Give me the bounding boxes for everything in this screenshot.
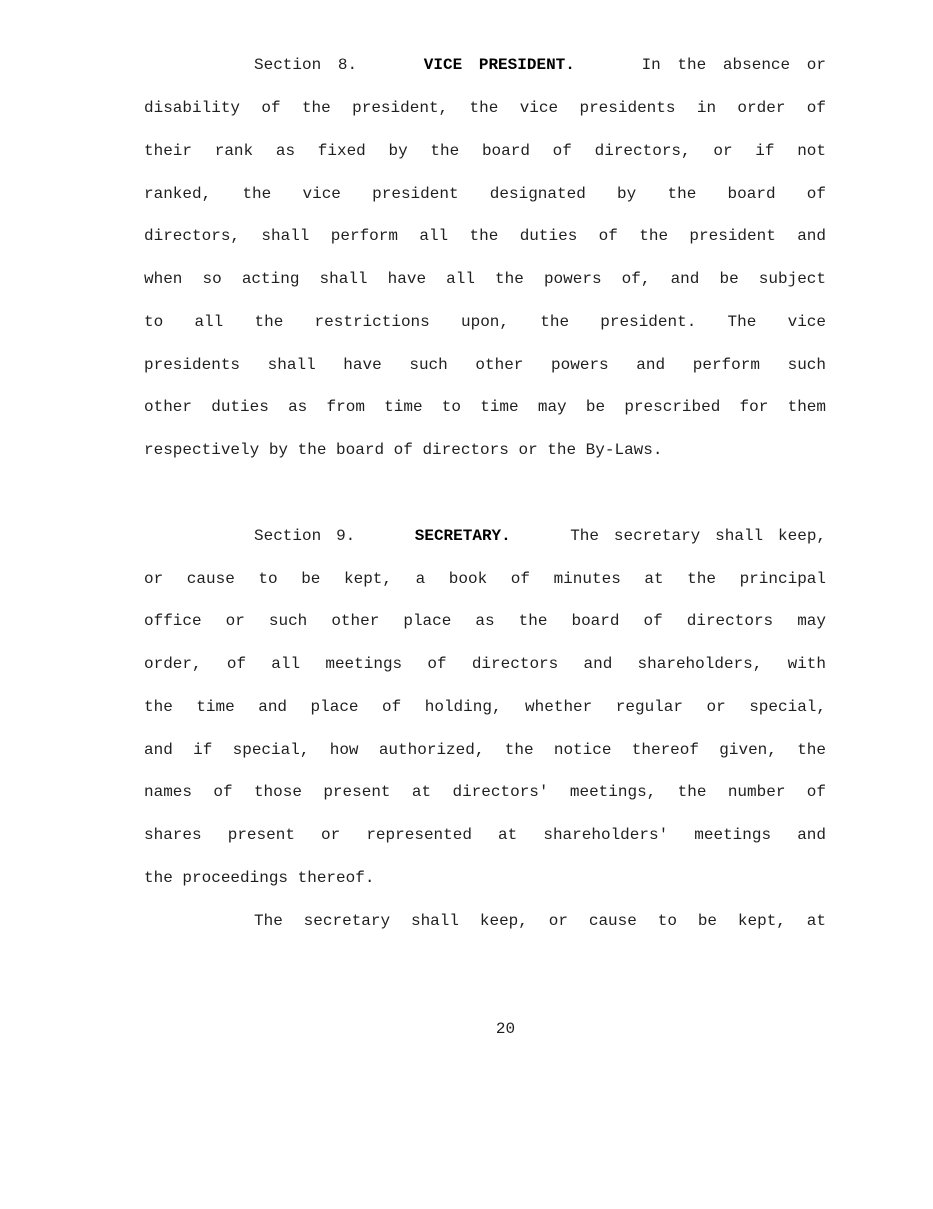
section-8-line: directors, shall perform all the duties of the president and	[144, 227, 826, 245]
page-number: 20	[495, 1020, 516, 1038]
section-8-heading: VICE PRESIDENT.	[423, 56, 575, 74]
section-8-line: when so acting shall have all the powers of, and be subject	[144, 270, 826, 288]
section-8-line: ranked, the vice president designated by the board of	[144, 185, 826, 203]
section-9-label: Section 9.	[254, 527, 356, 545]
section-8-label: Section 8.	[254, 56, 358, 74]
section-9-lead-text: The secretary shall keep,	[570, 527, 827, 545]
section-8-line: to all the restrictions upon, the president. The vice	[144, 313, 826, 331]
section-9-line: the time and place of holding, whether regular or special,	[144, 698, 826, 716]
section-9-paragraph-2-first-line: The secretary shall keep, or cause to be kept, at	[254, 912, 826, 930]
section-9-line: and if special, how authorized, the notice thereof given, the	[144, 741, 826, 759]
section-8-first-line	[254, 54, 826, 76]
section-8-lead-text: In the absence or	[641, 56, 826, 74]
section-9-line: office or such other place as the board of directors may	[144, 612, 826, 630]
section-9-line: the proceedings thereof.	[144, 869, 375, 887]
section-9-line: names of those present at directors' meetings, the number of	[144, 783, 826, 801]
section-8-line: disability of the president, the vice presidents in order of	[144, 99, 826, 117]
section-9-heading: SECRETARY.	[414, 527, 511, 545]
section-8-line: their rank as fixed by the board of directors, or if not	[144, 142, 826, 160]
section-9-line: or cause to be kept, a book of minutes at the principal	[144, 570, 826, 588]
section-9-line: shares present or represented at shareholders' meetings and	[144, 826, 826, 844]
section-8-line: respectively by the board of directors or the By-Laws.	[144, 441, 663, 459]
section-9-line: order, of all meetings of directors and shareholders, with	[144, 655, 826, 673]
section-8-line: presidents shall have such other powers and perform such	[144, 356, 826, 374]
section-8-line: other duties as from time to time may be prescribed for them	[144, 398, 826, 416]
section-9-first-line	[254, 525, 826, 547]
